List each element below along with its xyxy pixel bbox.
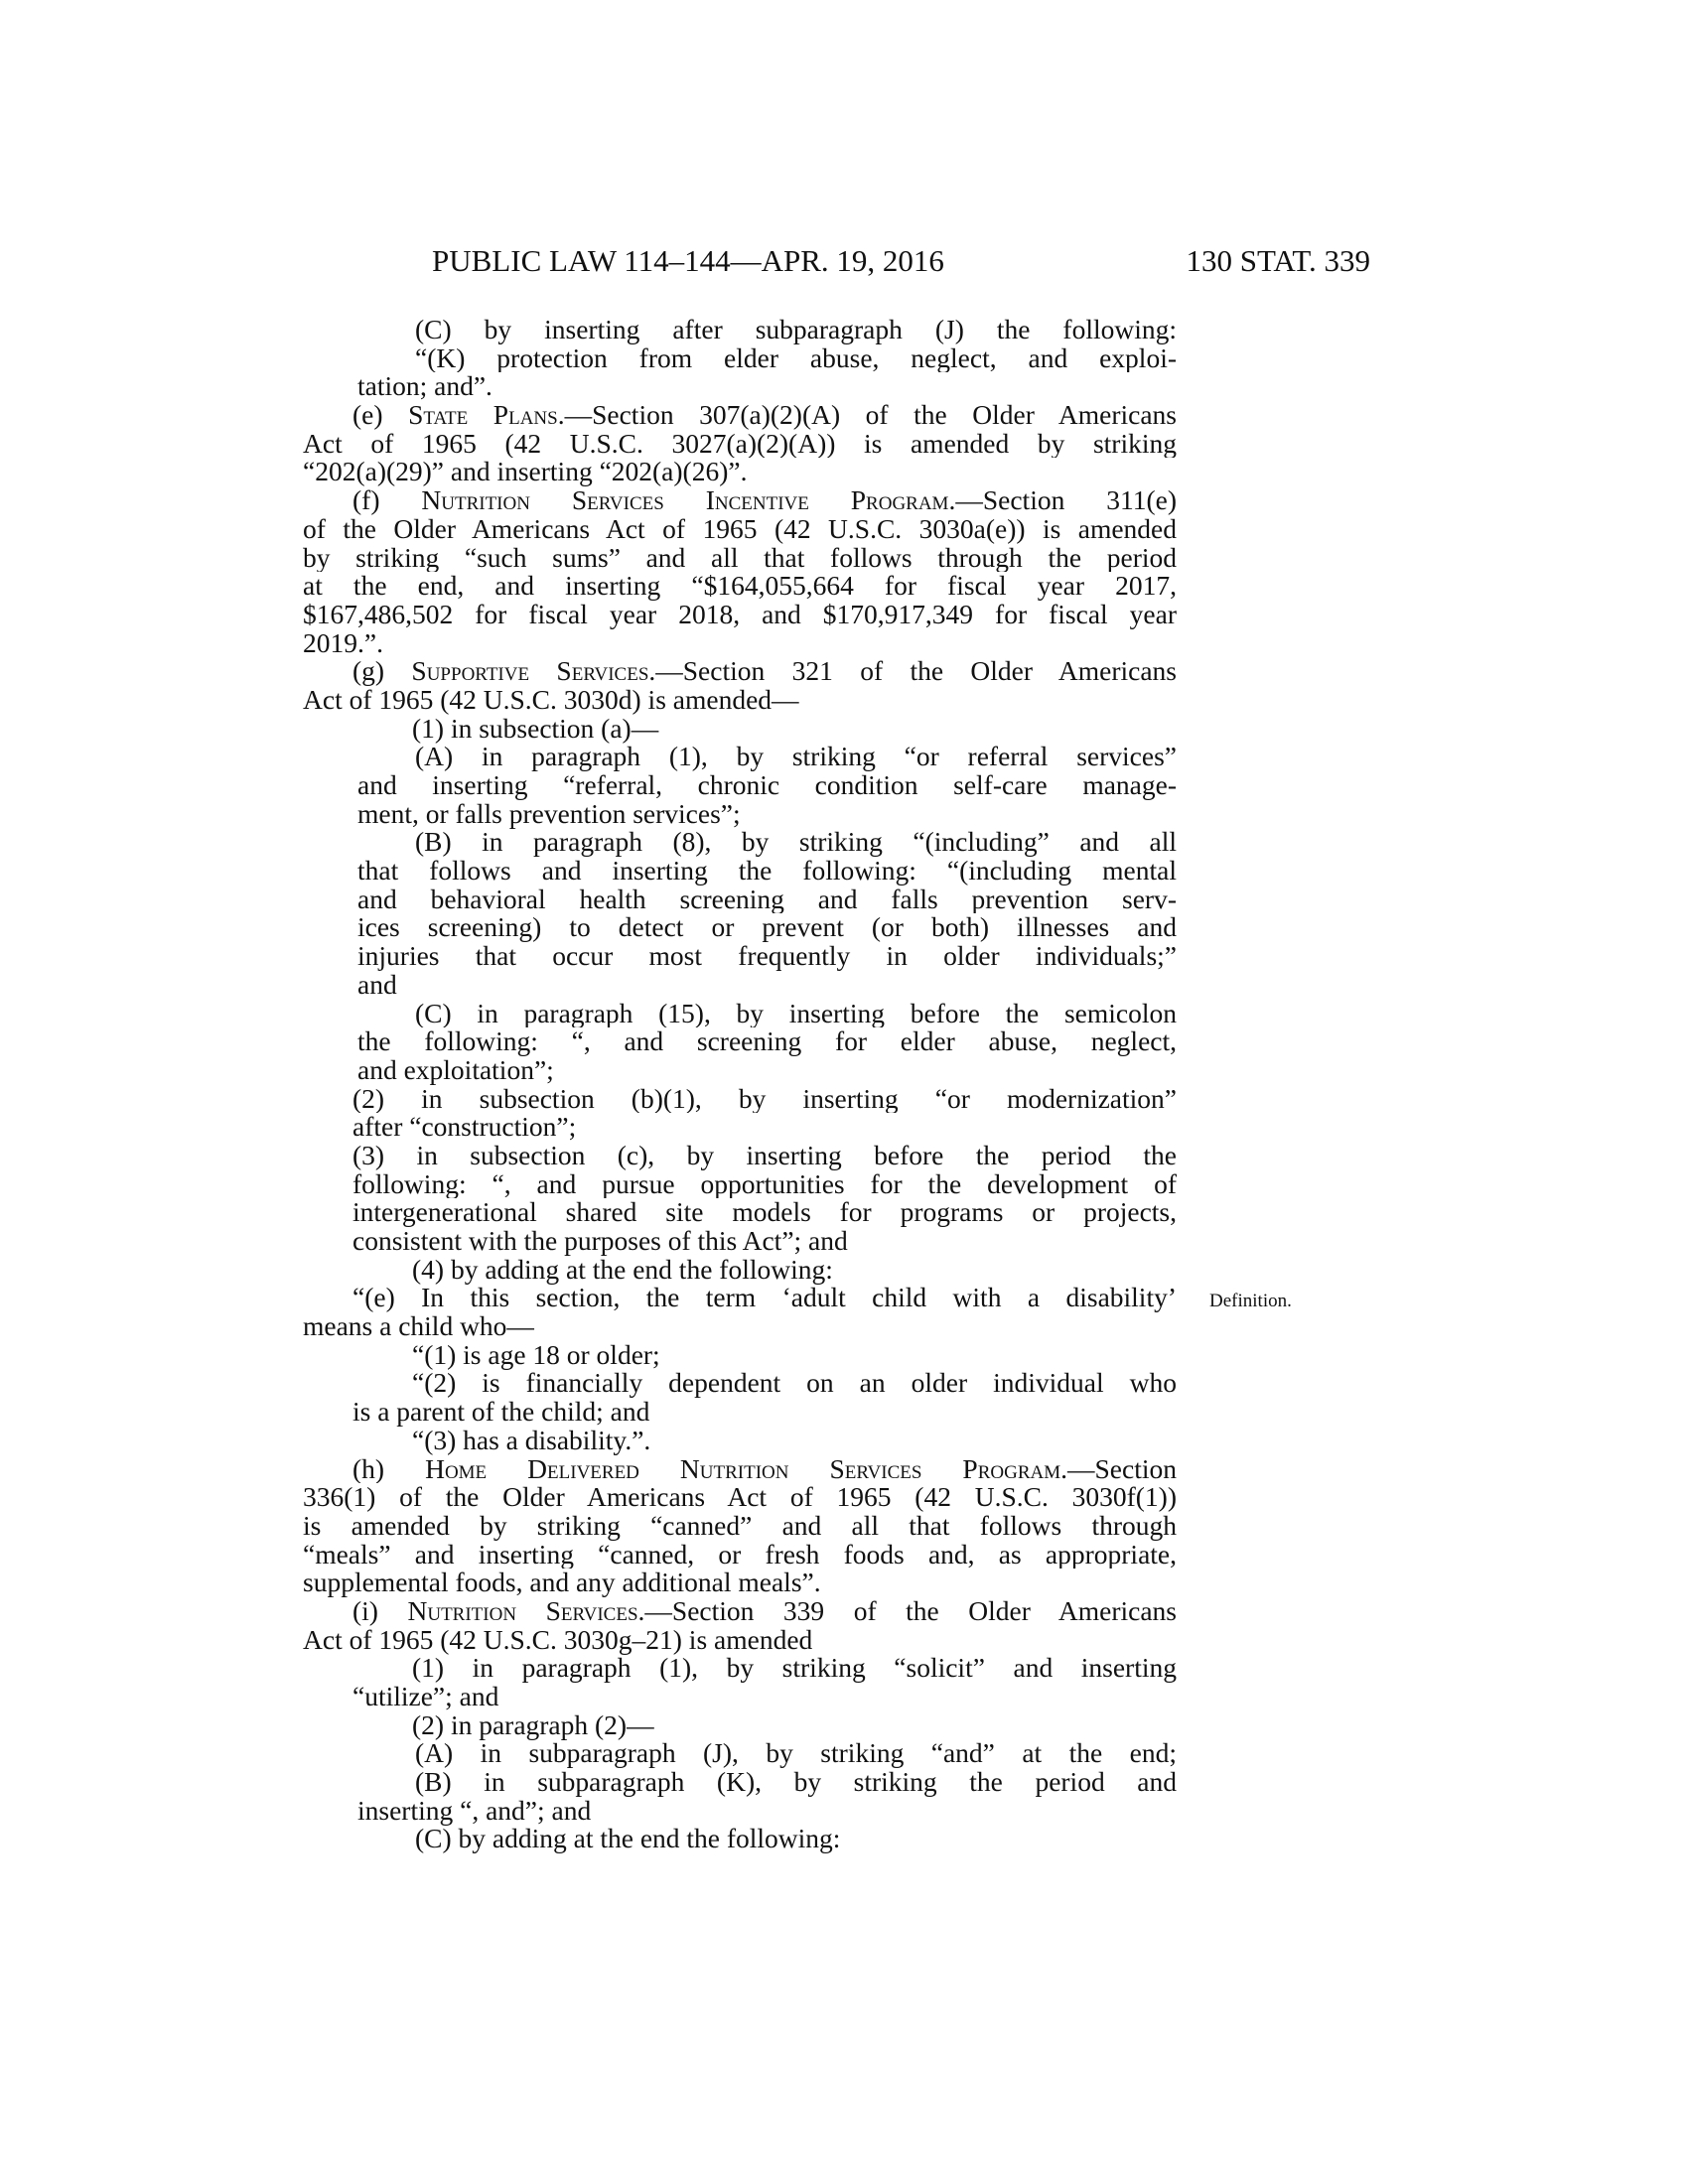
text-line: injuries that occur most frequently in older individuals;” (357, 942, 1177, 971)
text-line: (4) by adding at the end the following: (412, 1253, 833, 1285)
section-heading-home-delivered: (h) Home Delivered Nutrition Services Program.—Section (352, 1454, 1177, 1484)
text-line: (2) in subsection (b)(1), by inserting “or modernization” (352, 1084, 1177, 1114)
text-line: 336(1) of the Older Americans Act of 1965 (42 U.S.C. 3030f(1)) (303, 1483, 1177, 1512)
text-line: and inserting “referral, chronic condition self-care manage- (357, 771, 1177, 800)
text-line: “utilize”; and (352, 1681, 499, 1711)
text-line: Act of 1965 (42 U.S.C. 3030g–21) is amended (303, 1623, 813, 1655)
section-heading-nutrition-services: (i) Nutrition Services.—Section 339 of the Older Americans (352, 1596, 1177, 1626)
text-line: “(1) is age 18 or older; (412, 1338, 660, 1370)
text-line: by striking “such sums” and all that follows through the period (303, 543, 1177, 573)
text-line: (A) in subparagraph (J), by striking “and” at the end; (415, 1739, 1177, 1769)
text-line: “(3) has a disability.”. (412, 1424, 651, 1455)
text-line: of the Older Americans Act of 1965 (42 U.S.C. 3030a(e)) is amended (303, 514, 1177, 544)
statute-page-number: 130 STAT. 339 (1186, 243, 1370, 278)
text-line: inserting “, and”; and (357, 1794, 592, 1826)
text-line: ices screening) to detect or prevent (or both) illnesses and (357, 913, 1177, 943)
text-line: after “construction”; (352, 1111, 577, 1143)
text-line: and behavioral health screening and falls prevention serv- (357, 885, 1177, 914)
text-line: is a parent of the child; and (352, 1396, 650, 1428)
text-line: $167,486,502 for fiscal year 2018, and $170,917,349 for fiscal year (303, 600, 1177, 629)
text-line: the following: “, and screening for elder abuse, neglect, (357, 1027, 1177, 1056)
text-line: and exploitation”; (357, 1053, 554, 1085)
text-line: (1) in paragraph (1), by striking “solicit” and inserting (412, 1654, 1177, 1683)
text-line: is amended by striking “canned” and all that follows through (303, 1511, 1177, 1541)
text-line: ment, or falls prevention services”; (357, 797, 741, 829)
text-line: means a child who— (303, 1310, 534, 1342)
text-line: 2019.”. (303, 626, 383, 658)
public-law-title: PUBLIC LAW 114–144—APR. 19, 2016 (432, 243, 944, 278)
text-line: (3) in subsection (c), by inserting before the period the (352, 1141, 1177, 1170)
text-line: at the end, and inserting “$164,055,664 for fiscal year 2017, (303, 572, 1177, 601)
text-line: “(K) protection from elder abuse, neglect, and exploi- (415, 343, 1177, 373)
text-line: supplemental foods, and any additional meals”. (303, 1567, 821, 1598)
definition-line: “(e) In this section, the term ‘adult child with a disability’ (352, 1284, 1177, 1313)
text-line: (1) in subsection (a)— (412, 712, 659, 744)
text-line: (C) by adding at the end the following: (415, 1823, 841, 1854)
law-body-text (303, 316, 1177, 1853)
text-line: intergenerational shared site models for programs or projects, (352, 1198, 1177, 1227)
section-heading-state-plans: (e) State Plans.—Section 307(a)(2)(A) of the Older Americans (352, 401, 1177, 430)
text-line: that follows and inserting the following: “(including mental (357, 857, 1177, 886)
text-line: “meals” and inserting “canned, or fresh foods and, as appropriate, (303, 1540, 1177, 1570)
text-line: (B) in subparagraph (K), by striking the period and (415, 1768, 1177, 1797)
margin-note-definition: Definition. (1209, 1291, 1292, 1311)
text-line: (A) in paragraph (1), by striking “or referral services” (415, 743, 1177, 771)
text-line: and (357, 968, 397, 1000)
text-line: (C) by inserting after subparagraph (J) the following: (415, 316, 1177, 344)
text-line: (2) in paragraph (2)— (412, 1708, 654, 1740)
text-line: “(2) is financially dependent on an older individual who (412, 1369, 1177, 1399)
text-line: Act of 1965 (42 U.S.C. 3030d) is amended— (303, 683, 799, 715)
text-line: Act of 1965 (42 U.S.C. 3027(a)(2)(A)) is amended by striking (303, 429, 1177, 459)
text-line: following: “, and pursue opportunities for the development of (352, 1169, 1177, 1199)
text-line: “202(a)(29)” and inserting “202(a)(26)”. (303, 456, 748, 487)
text-line: (C) in paragraph (15), by inserting before the semicolon (415, 999, 1177, 1028)
section-heading-supportive-services: (g) Supportive Services.—Section 321 of the Older Americans (352, 657, 1177, 686)
text-line: tation; and”. (357, 370, 492, 402)
page-header (303, 243, 1370, 283)
text-line: consistent with the purposes of this Act”; and (352, 1225, 848, 1256)
section-heading-nutrition-incentive: (f) Nutrition Services Incentive Program.—Section 311(e) (352, 486, 1177, 515)
text-line: (B) in paragraph (8), by striking “(including” and all (415, 828, 1177, 858)
